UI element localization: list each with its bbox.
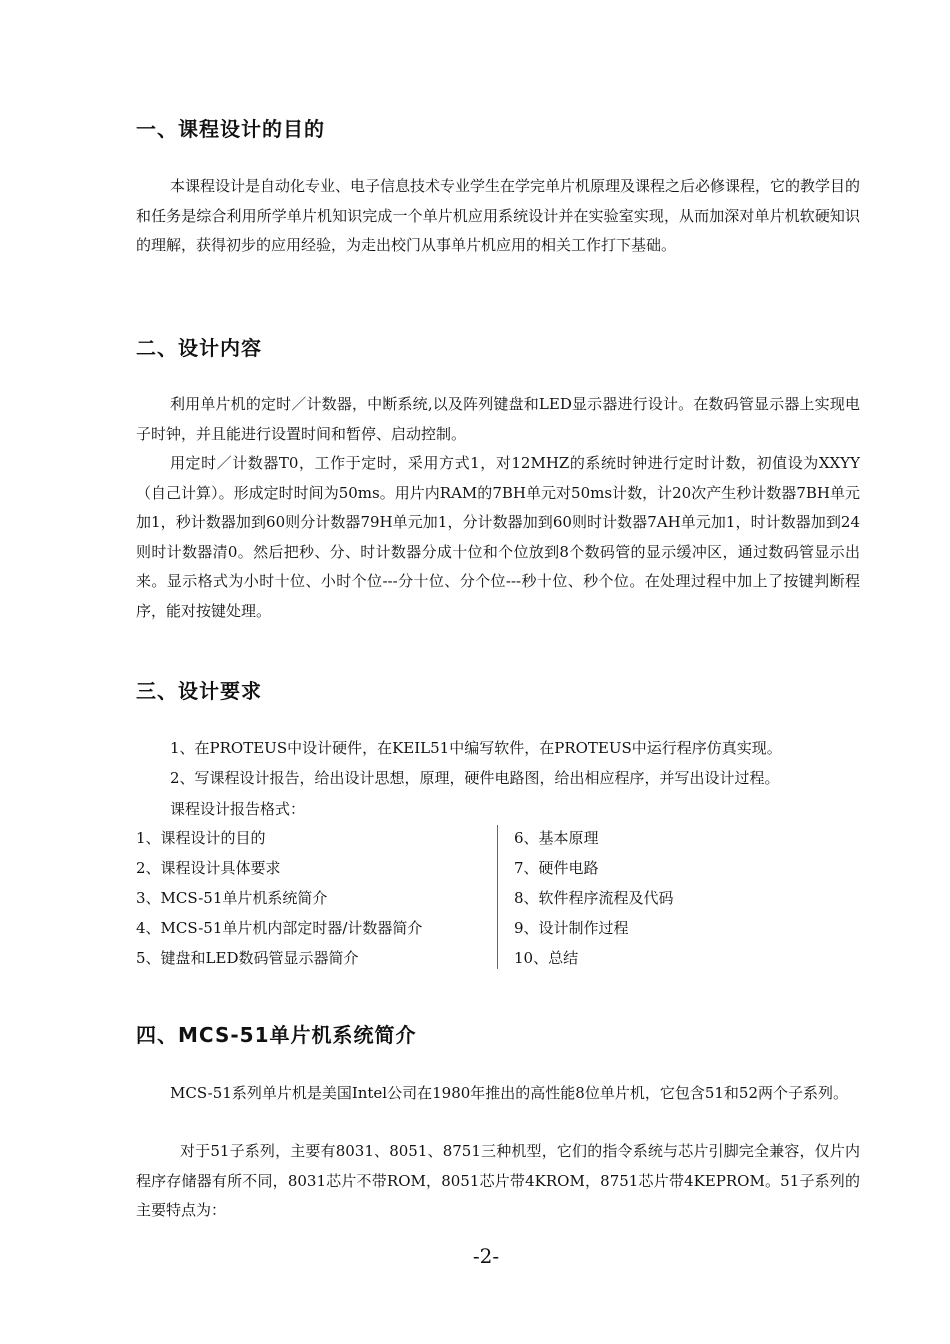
section-2-heading: 二、设计内容: [136, 336, 262, 360]
report-item: 1、课程设计的目的: [136, 829, 266, 847]
report-item: 4、MCS-51单片机内部定时器/计数器简介: [136, 919, 423, 937]
report-format-table: [136, 823, 860, 971]
report-item: 3、MCS-51单片机系统简介: [136, 889, 328, 907]
section-2-paragraph-2: 用定时／计数器T0，工作于定时，采用方式1，对12MHZ的系统时钟进行定时计数，初值设为XXYY（自己计算）。形成定时时间为50ms。用片内RAM的7BH单元对50ms计数，计20次产生秒计数器7BH单元加1，秒计数器加到60则分计数器79H单元加1，分计数器加到60则时计数器7AH单元加1，时计数器加到24则时计数器清0。然后把秒、分、时计数器分成十位和个位放到8个数码管的显示缓冲区，通过数码管显示出来。显示格式为小时十位、小时个位---分十位、分个位---秒十位、秒个位。在处理过程中加上了按键判断程序，能对按键处理。: [136, 454, 860, 620]
report-item: 10、总结: [514, 949, 579, 967]
column-divider: [497, 825, 498, 969]
section-3-heading: 三、设计要求: [136, 679, 262, 703]
section-4-paragraph-1: MCS-51系列单片机是美国Intel公司在1980年推出的高性能8位单片机，它包含51和52两个子系列。: [170, 1084, 848, 1102]
requirement-line-1: 1、在PROTEUS中设计硬件，在KEIL51中编写软件，在PROTEUS中运行程序仿真实现。: [170, 739, 782, 757]
requirement-line-2: 2、写课程设计报告，给出设计思想，原理，硬件电路图，给出相应程序，并写出设计过程。: [170, 769, 780, 787]
section-1-heading: 一、课程设计的目的: [136, 117, 325, 141]
section-2-paragraph-1: 利用单片机的定时／计数器，中断系统,以及阵列键盘和LED显示器进行设计。在数码管显示器上实现电子时钟，并且能进行设置时间和暂停、启动控制。: [136, 395, 860, 443]
report-format-right-column: [514, 823, 854, 973]
page-number: -2-: [472, 1244, 500, 1268]
report-item: 9、设计制作过程: [514, 919, 629, 937]
report-item: 5、键盘和LED数码管显示器简介: [136, 949, 359, 967]
report-item: 6、基本原理: [514, 829, 599, 847]
report-item: 7、硬件电路: [514, 859, 599, 877]
section-4-paragraph-2: 对于51子系列，主要有8031、8051、8751三种机型，它们的指令系统与芯片引脚完全兼容，仅片内程序存储器有所不同，8031芯片不带ROM，8051芯片带4KROM，8751芯片带4KEPROM。51子系列的主要特点为：: [136, 1142, 860, 1219]
section-1-paragraph-1: 本课程设计是自动化专业、电子信息技术专业学生在学完单片机原理及课程之后必修课程，它的教学目的和任务是综合利用所学单片机知识完成一个单片机应用系统设计并在实验室实现，从而加深对单片机软硬知识的理解，获得初步的应用经验，为走出校门从事单片机应用的相关工作打下基础。: [136, 177, 861, 254]
report-format-left-column: [136, 823, 496, 973]
report-item: 8、软件程序流程及代码: [514, 889, 674, 907]
section-4-heading: 四、MCS-51单片机系统简介: [136, 1023, 417, 1047]
report-format-label: 课程设计报告格式：: [170, 800, 306, 818]
report-item: 2、课程设计具体要求: [136, 859, 281, 877]
